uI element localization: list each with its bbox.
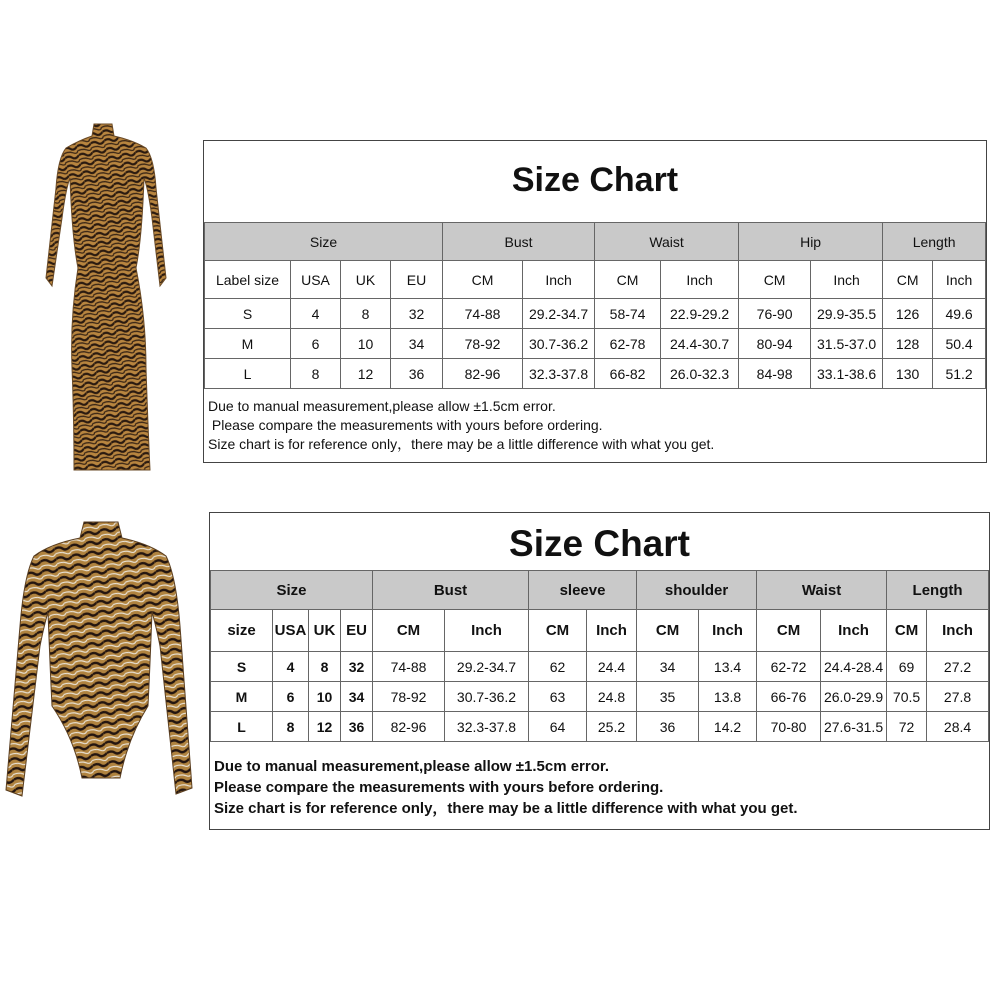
table-cell: 4 xyxy=(291,299,341,329)
table-cell: 34 xyxy=(637,652,699,682)
note-line: Due to manual measurement,please allow ±1.5cm error. xyxy=(214,758,610,775)
table-cell: 27.8 xyxy=(927,682,989,712)
table-cell: 74-88 xyxy=(443,299,523,329)
table-row xyxy=(205,329,986,359)
sub-header-cell: EU xyxy=(341,610,373,652)
group-header-size: Size xyxy=(205,223,443,261)
sub-header-cell: CM xyxy=(883,261,933,299)
table-cell: 30.7-36.2 xyxy=(445,682,529,712)
table-cell: 128 xyxy=(883,329,933,359)
table-cell: 27.6-31.5 xyxy=(821,712,887,742)
table-cell: 24.4 xyxy=(587,652,637,682)
tiger-print-bodysuit-image xyxy=(0,516,200,806)
sub-header-cell: UK xyxy=(309,610,341,652)
sub-header-cell: USA xyxy=(291,261,341,299)
note-line: Size chart is for reference only，there may be a little difference with what you get. xyxy=(214,800,798,817)
table-cell: 26.0-32.3 xyxy=(661,359,739,389)
size-table xyxy=(204,222,986,389)
group-header-size: Size xyxy=(211,571,373,610)
sub-header-cell: Inch xyxy=(445,610,529,652)
sub-header-cell: Inch xyxy=(821,610,887,652)
table-cell: 66-76 xyxy=(757,682,821,712)
note-line: Due to manual measurement,please allow ±1.5cm error. xyxy=(208,398,556,414)
table-cell: 63 xyxy=(529,682,587,712)
table-cell: 49.6 xyxy=(933,299,986,329)
table-cell: 10 xyxy=(341,329,391,359)
sub-header-cell: CM xyxy=(757,610,821,652)
note-line: Please compare the measurements with yours before ordering. xyxy=(214,779,664,796)
chart-title: Size Chart xyxy=(511,161,679,199)
table-cell: 69 xyxy=(887,652,927,682)
sub-header-cell: CM xyxy=(637,610,699,652)
table-cell: 32 xyxy=(391,299,443,329)
table-cell: 14.2 xyxy=(699,712,757,742)
sub-header-row xyxy=(205,261,986,299)
group-header-waist: Waist xyxy=(757,571,887,610)
table-cell: 51.2 xyxy=(933,359,986,389)
sub-header-cell: CM xyxy=(529,610,587,652)
table-cell: 72 xyxy=(887,712,927,742)
table-cell: 10 xyxy=(309,682,341,712)
table-cell: 29.2-34.7 xyxy=(445,652,529,682)
table-cell: 29.9-35.5 xyxy=(811,299,883,329)
table-cell: 58-74 xyxy=(595,299,661,329)
table-cell: 13.8 xyxy=(699,682,757,712)
sub-header-cell: Inch xyxy=(811,261,883,299)
table-cell: 12 xyxy=(309,712,341,742)
table-cell: 30.7-36.2 xyxy=(523,329,595,359)
table-cell: 12 xyxy=(341,359,391,389)
table-cell: 36 xyxy=(637,712,699,742)
table-cell: 32.3-37.8 xyxy=(523,359,595,389)
sub-header-cell: CM xyxy=(595,261,661,299)
table-cell: 35 xyxy=(637,682,699,712)
sub-header-cell: size xyxy=(211,610,273,652)
sub-header-cell: USA xyxy=(273,610,309,652)
table-row xyxy=(211,682,989,712)
size-chart-bodysuit xyxy=(209,512,990,830)
group-header-bust: Bust xyxy=(443,223,595,261)
table-cell: 74-88 xyxy=(373,652,445,682)
sub-header-cell: EU xyxy=(391,261,443,299)
table-row xyxy=(205,299,986,329)
table-cell: S xyxy=(211,652,273,682)
group-header-bust: Bust xyxy=(373,571,529,610)
dress-silhouette-icon xyxy=(28,118,178,478)
table-cell: 36 xyxy=(341,712,373,742)
table-cell: L xyxy=(205,359,291,389)
table-cell: 24.4-28.4 xyxy=(821,652,887,682)
sub-header-cell: Inch xyxy=(587,610,637,652)
table-cell: 62 xyxy=(529,652,587,682)
table-cell: 62-72 xyxy=(757,652,821,682)
table-cell: 66-82 xyxy=(595,359,661,389)
bodysuit-silhouette-icon xyxy=(0,516,200,806)
table-cell: 25.2 xyxy=(587,712,637,742)
table-cell: 82-96 xyxy=(373,712,445,742)
table-cell: 6 xyxy=(273,682,309,712)
table-cell: 33.1-38.6 xyxy=(811,359,883,389)
table-cell: 62-78 xyxy=(595,329,661,359)
table-cell: 26.0-29.9 xyxy=(821,682,887,712)
note-line: Please compare the measurements with yours before ordering. xyxy=(208,417,603,433)
table-cell: 4 xyxy=(273,652,309,682)
table-cell: 24.4-30.7 xyxy=(661,329,739,359)
table-cell: 13.4 xyxy=(699,652,757,682)
table-cell: 22.9-29.2 xyxy=(661,299,739,329)
group-header-sleeve: sleeve xyxy=(529,571,637,610)
table-cell: 8 xyxy=(291,359,341,389)
sub-header-row xyxy=(211,610,989,652)
chart-notes xyxy=(208,397,714,454)
table-row xyxy=(205,359,986,389)
tiger-print-maxi-dress-image xyxy=(28,118,178,478)
table-cell: 70-80 xyxy=(757,712,821,742)
table-cell: 80-94 xyxy=(739,329,811,359)
table-cell: 27.2 xyxy=(927,652,989,682)
table-cell: S xyxy=(205,299,291,329)
table-cell: 8 xyxy=(309,652,341,682)
group-header-length: Length xyxy=(883,223,986,261)
table-cell: 36 xyxy=(391,359,443,389)
table-cell: 29.2-34.7 xyxy=(523,299,595,329)
table-cell: 64 xyxy=(529,712,587,742)
table-cell: L xyxy=(211,712,273,742)
table-cell: 76-90 xyxy=(739,299,811,329)
sub-header-cell: CM xyxy=(739,261,811,299)
table-cell: 8 xyxy=(273,712,309,742)
chart-title: Size Chart xyxy=(509,523,690,564)
group-header-length: Length xyxy=(887,571,989,610)
group-header-shoulder: shoulder xyxy=(637,571,757,610)
table-cell: 6 xyxy=(291,329,341,359)
table-row xyxy=(211,652,989,682)
note-line: Size chart is for reference only，there may be a little difference with what you get. xyxy=(208,436,715,452)
table-cell: 34 xyxy=(341,682,373,712)
table-cell: 82-96 xyxy=(443,359,523,389)
table-cell: 78-92 xyxy=(443,329,523,359)
group-header-row xyxy=(205,223,986,261)
table-cell: 31.5-37.0 xyxy=(811,329,883,359)
table-cell: 8 xyxy=(341,299,391,329)
table-cell: 84-98 xyxy=(739,359,811,389)
table-cell: M xyxy=(211,682,273,712)
table-cell: 24.8 xyxy=(587,682,637,712)
table-cell: 126 xyxy=(883,299,933,329)
table-cell: 70.5 xyxy=(887,682,927,712)
sub-header-cell: Inch xyxy=(927,610,989,652)
sub-header-cell: Inch xyxy=(661,261,739,299)
sub-header-cell: Inch xyxy=(699,610,757,652)
sub-header-cell: UK xyxy=(341,261,391,299)
sub-header-cell: CM xyxy=(887,610,927,652)
table-cell: 78-92 xyxy=(373,682,445,712)
size-table xyxy=(210,570,989,742)
sub-header-cell: Inch xyxy=(933,261,986,299)
table-cell: 50.4 xyxy=(933,329,986,359)
sub-header-cell: CM xyxy=(443,261,523,299)
sub-header-cell: Label size xyxy=(205,261,291,299)
sub-header-cell: Inch xyxy=(523,261,595,299)
table-row xyxy=(211,712,989,742)
group-header-row xyxy=(211,571,989,610)
table-cell: 130 xyxy=(883,359,933,389)
group-header-waist: Waist xyxy=(595,223,739,261)
table-cell: 28.4 xyxy=(927,712,989,742)
size-chart-dress xyxy=(203,140,987,463)
table-cell: M xyxy=(205,329,291,359)
group-header-hip: Hip xyxy=(739,223,883,261)
table-cell: 34 xyxy=(391,329,443,359)
chart-notes xyxy=(214,756,798,819)
sub-header-cell: CM xyxy=(373,610,445,652)
table-cell: 32.3-37.8 xyxy=(445,712,529,742)
table-cell: 32 xyxy=(341,652,373,682)
